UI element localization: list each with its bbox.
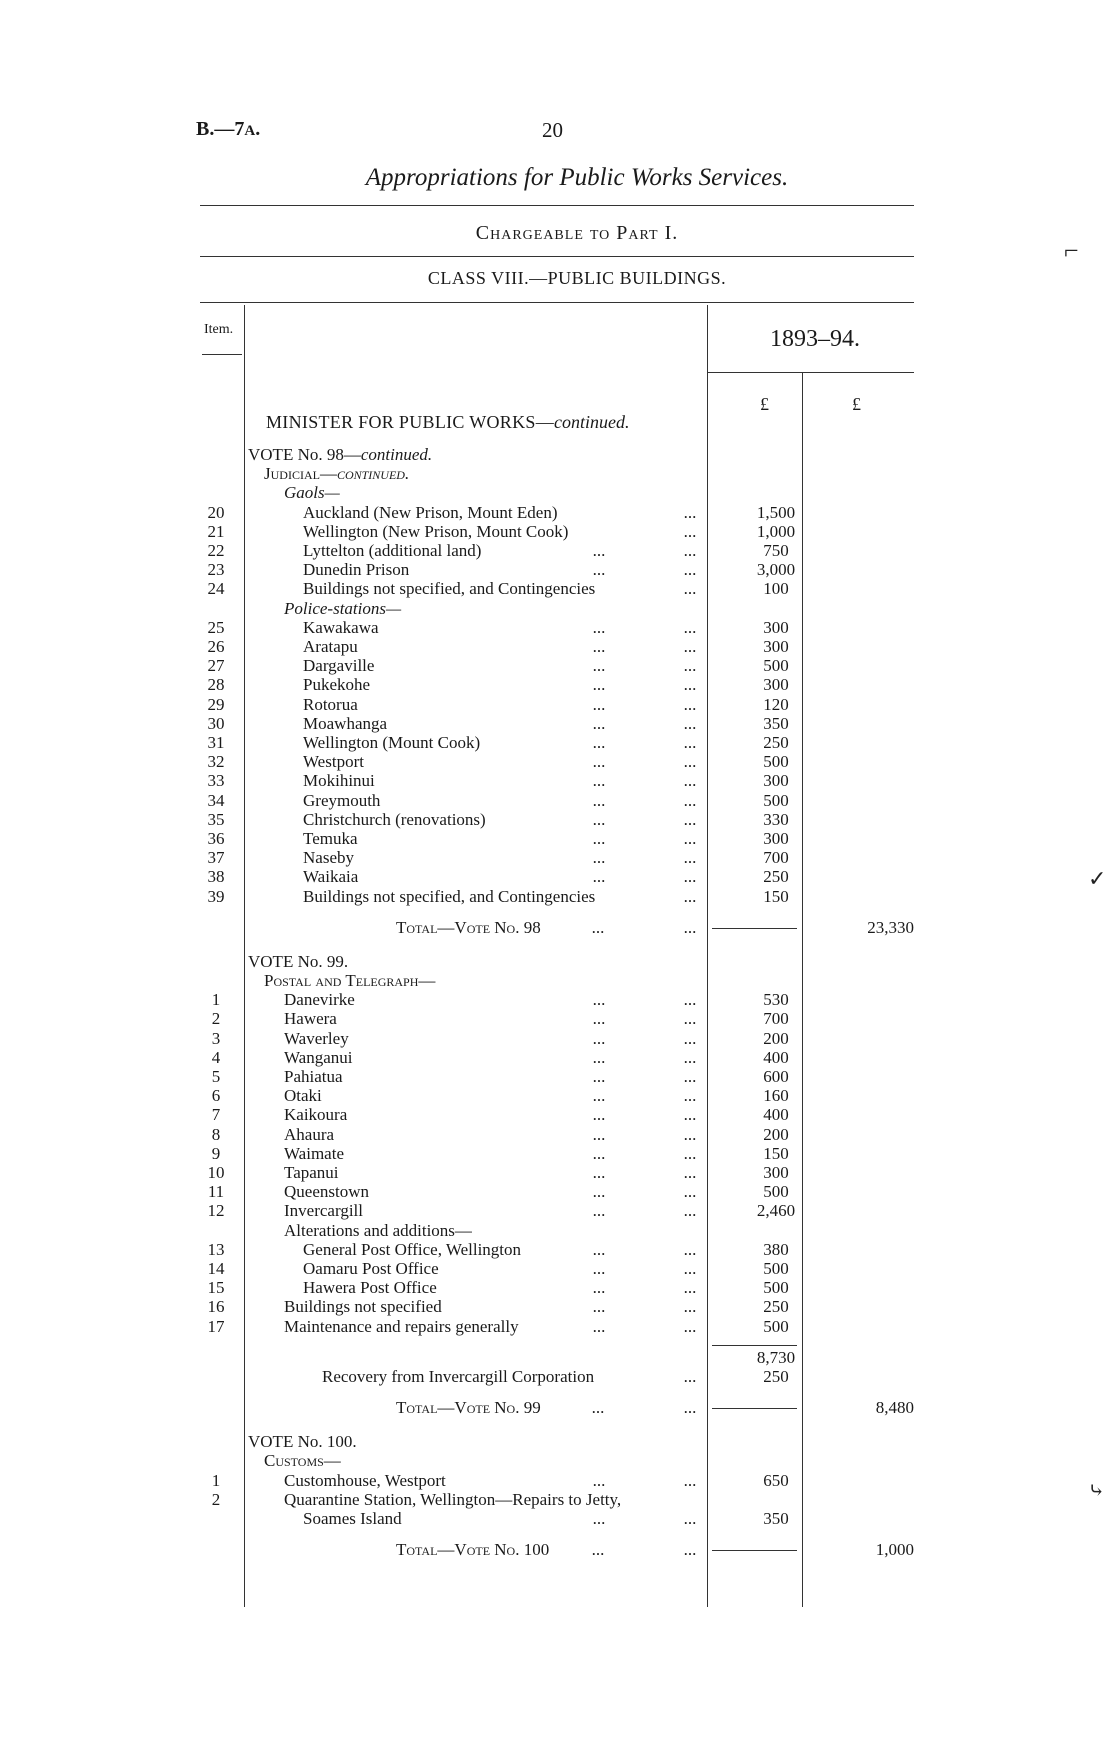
item-amount: 700 xyxy=(763,848,789,868)
page-number: 20 xyxy=(542,118,563,142)
item-number: 29 xyxy=(207,694,225,714)
leader-dots: ... xyxy=(683,1182,697,1202)
leader-dots: ... xyxy=(683,541,697,560)
table-row xyxy=(0,1221,1114,1240)
item-amount: 300 xyxy=(763,1163,789,1182)
currency-header-items: £ xyxy=(760,394,769,414)
leader-dots: ... xyxy=(683,1028,697,1048)
table-row xyxy=(0,1182,1114,1201)
item-description: Ahaura xyxy=(284,1124,335,1144)
item-amount: 250 xyxy=(763,733,789,752)
item-description: Invercargill xyxy=(284,1201,363,1221)
margin-check-mark: ✓ xyxy=(1088,866,1107,891)
leader-dots: ... xyxy=(592,1316,606,1336)
table-row xyxy=(0,1490,1114,1509)
item-description: Quarantine Station, Wellington—Repairs to Jetty, xyxy=(284,1489,622,1509)
item-amount: 530 xyxy=(763,990,789,1010)
item-amount: 150 xyxy=(763,886,789,906)
item-description: Customs— xyxy=(264,1451,341,1471)
table-row xyxy=(0,1297,1114,1316)
leader-dots: ... xyxy=(683,752,697,772)
item-number: 6 xyxy=(211,1086,221,1106)
leader-dots: ... xyxy=(683,617,697,637)
item-amount: 300 xyxy=(763,771,789,791)
item-description: VOTE No. 100. xyxy=(248,1432,357,1452)
chargeable-rule xyxy=(200,256,914,257)
table-row xyxy=(0,656,1114,675)
leader-dots: ... xyxy=(592,656,606,676)
table-row xyxy=(0,971,1114,990)
vote-heading-row xyxy=(0,952,1114,971)
class-rule xyxy=(200,302,914,303)
leader-dots: ... xyxy=(683,1316,697,1336)
leader-dots: ... xyxy=(683,1105,697,1125)
table-row xyxy=(0,791,1114,810)
currency-header-totals: £ xyxy=(852,394,861,414)
item-number: 2 xyxy=(211,1489,221,1509)
item-number: 3 xyxy=(211,1028,221,1048)
item-number: 27 xyxy=(207,656,225,676)
vote-total-amount: 8,480 xyxy=(875,1398,914,1418)
leader-dots: ... xyxy=(683,790,697,810)
table-row xyxy=(0,522,1114,541)
table-row xyxy=(0,1105,1114,1124)
table-row xyxy=(0,599,1114,618)
item-description: Police-stations— xyxy=(284,598,402,618)
item-description: Total—Vote No. 100 xyxy=(396,1540,550,1560)
vote-total-amount: 1,000 xyxy=(875,1540,914,1560)
item-amount: 200 xyxy=(763,1124,789,1144)
year-column-header: 1893–94. xyxy=(770,326,860,352)
item-amount: 500 xyxy=(763,1259,789,1278)
item-description: Pahiatua xyxy=(284,1067,343,1086)
leader-dots: ... xyxy=(683,1367,697,1386)
table-row xyxy=(0,1048,1114,1067)
item-column-header: Item. xyxy=(204,322,234,337)
item-amount: 500 xyxy=(763,1278,789,1298)
item-description: Waikaia xyxy=(303,867,359,887)
item-heading-rule xyxy=(202,354,242,355)
item-number: 34 xyxy=(207,790,225,810)
item-amount: 380 xyxy=(763,1239,789,1259)
item-number: 12 xyxy=(207,1201,225,1221)
leader-dots: ... xyxy=(592,1201,606,1221)
table-row xyxy=(0,695,1114,714)
leader-dots: ... xyxy=(591,1398,605,1418)
item-number: 22 xyxy=(207,541,225,560)
table-row xyxy=(0,1144,1114,1163)
table-row xyxy=(0,848,1114,867)
item-description: Lyttelton (additional land) xyxy=(303,541,482,560)
leader-dots: ... xyxy=(683,1398,697,1418)
item-description: Gaols— xyxy=(284,483,340,503)
item-description: Pukekohe xyxy=(303,675,371,695)
item-number: 20 xyxy=(207,502,225,522)
margin-mark-arrow: ⤷ xyxy=(1088,1480,1105,1502)
item-number: 1 xyxy=(211,1470,221,1490)
item-number: 14 xyxy=(207,1259,225,1278)
item-number: 31 xyxy=(207,733,225,752)
table-row xyxy=(0,464,1114,483)
item-number: 15 xyxy=(207,1278,225,1298)
leader-dots: ... xyxy=(683,1124,697,1144)
leader-dots: ... xyxy=(683,1201,697,1221)
leader-dots: ... xyxy=(592,560,606,580)
leader-dots: ... xyxy=(683,1143,697,1163)
leader-dots: ... xyxy=(683,809,697,829)
table-row xyxy=(0,618,1114,637)
item-description: Aratapu xyxy=(303,637,358,656)
item-amount: 500 xyxy=(763,752,789,772)
table-row xyxy=(0,579,1114,598)
leader-dots: ... xyxy=(683,733,697,752)
leader-dots: ... xyxy=(592,1124,606,1144)
item-amount: 500 xyxy=(763,1182,789,1202)
item-amount: 250 xyxy=(763,1297,789,1317)
leader-dots: ... xyxy=(683,521,697,541)
item-amount: 120 xyxy=(763,694,789,714)
leader-dots: ... xyxy=(591,917,605,937)
item-description: Auckland (New Prison, Mount Eden) xyxy=(303,502,558,522)
table-row xyxy=(0,1348,1114,1367)
leader-dots: ... xyxy=(592,694,606,714)
leader-dots: ... xyxy=(592,1239,606,1259)
item-number: 21 xyxy=(207,521,225,541)
leader-dots: ... xyxy=(592,867,606,887)
item-amount: 160 xyxy=(763,1086,789,1106)
item-amount: 100 xyxy=(763,579,789,599)
leader-dots: ... xyxy=(683,1259,697,1278)
item-number: 38 xyxy=(207,867,225,887)
leader-dots: ... xyxy=(591,1540,605,1560)
item-description: Buildings not specified, and Contingencies xyxy=(303,579,596,599)
item-number: 5 xyxy=(211,1067,221,1086)
item-amount: 400 xyxy=(763,1047,789,1067)
table-row xyxy=(0,1240,1114,1259)
leader-dots: ... xyxy=(683,1163,697,1182)
item-number: 23 xyxy=(207,560,225,580)
item-description: Danevirke xyxy=(284,990,355,1010)
leader-dots: ... xyxy=(592,541,606,560)
item-description: VOTE No. 98—continued. xyxy=(248,445,433,464)
vote-heading-row xyxy=(0,1432,1114,1451)
item-number: 35 xyxy=(207,809,225,829)
page-title: Appropriations for Public Works Services. xyxy=(365,164,789,191)
leader-dots: ... xyxy=(683,656,697,676)
item-amount: 300 xyxy=(763,637,789,656)
chargeable-heading: Chargeable to Part I. xyxy=(475,222,679,244)
item-number: 24 xyxy=(207,579,225,599)
table-row xyxy=(0,1163,1114,1182)
leader-dots: ... xyxy=(683,1540,697,1560)
class-heading: CLASS VIII.—PUBLIC BUILDINGS. xyxy=(427,268,727,288)
total-rule xyxy=(712,928,797,929)
item-amount: 500 xyxy=(763,656,789,676)
table-row xyxy=(0,990,1114,1009)
item-description: Naseby xyxy=(303,848,354,868)
item-description: Dunedin Prison xyxy=(303,560,410,580)
item-description: Maintenance and repairs generally xyxy=(284,1316,519,1336)
leader-dots: ... xyxy=(683,1278,697,1298)
table-row xyxy=(0,1509,1114,1528)
vote-total-row xyxy=(0,1540,1114,1559)
table-row xyxy=(0,1201,1114,1220)
leader-dots: ... xyxy=(683,886,697,906)
leader-dots: ... xyxy=(592,1297,606,1317)
item-description: Queenstown xyxy=(284,1182,369,1202)
leader-dots: ... xyxy=(683,694,697,714)
item-description: Temuka xyxy=(303,829,358,848)
margin-mark: ⌐ xyxy=(1064,236,1079,265)
table-row xyxy=(0,733,1114,752)
leader-dots: ... xyxy=(592,675,606,695)
item-description: Customhouse, Westport xyxy=(284,1470,446,1490)
item-number: 4 xyxy=(211,1047,221,1067)
item-number: 9 xyxy=(211,1143,221,1163)
leader-dots: ... xyxy=(592,617,606,637)
item-number: 10 xyxy=(207,1163,225,1182)
leader-dots: ... xyxy=(592,1470,606,1490)
table-row xyxy=(0,771,1114,790)
item-description: Total—Vote No. 99 xyxy=(396,1398,541,1418)
item-amount: 400 xyxy=(763,1105,789,1125)
item-description: Recovery from Invercargill Corporation xyxy=(322,1367,595,1386)
subtotal-rule xyxy=(712,1345,797,1346)
item-number: 36 xyxy=(207,829,225,848)
table-row xyxy=(0,483,1114,502)
year-heading-rule xyxy=(707,372,914,373)
leader-dots: ... xyxy=(592,1067,606,1086)
vote-total-amount: 23,330 xyxy=(867,917,914,937)
leader-dots: ... xyxy=(592,1278,606,1298)
leader-dots: ... xyxy=(683,917,697,937)
table-row xyxy=(0,637,1114,656)
total-rule xyxy=(712,1550,797,1551)
item-description: Soames Island xyxy=(303,1509,402,1528)
leader-dots: ... xyxy=(592,771,606,791)
item-number: 8 xyxy=(211,1124,221,1144)
leader-dots: ... xyxy=(683,1297,697,1317)
item-description: Buildings not specified xyxy=(284,1297,442,1317)
item-number: 37 xyxy=(207,848,225,868)
leader-dots: ... xyxy=(683,560,697,580)
leader-dots: ... xyxy=(592,1047,606,1067)
vote-total-row xyxy=(0,918,1114,937)
item-number: 28 xyxy=(207,675,225,695)
table-row xyxy=(0,1451,1114,1470)
item-description: Moawhanga xyxy=(303,713,388,733)
leader-dots: ... xyxy=(592,637,606,656)
item-amount: 330 xyxy=(763,809,789,829)
item-number: 32 xyxy=(207,752,225,772)
leader-dots: ... xyxy=(592,713,606,733)
item-number: 26 xyxy=(207,637,225,656)
leader-dots: ... xyxy=(592,1163,606,1182)
item-number: 11 xyxy=(207,1182,225,1202)
item-description: Waimate xyxy=(284,1143,344,1163)
title-rule xyxy=(200,205,914,206)
item-description: Rotorua xyxy=(303,694,358,714)
table-row xyxy=(0,541,1114,560)
leader-dots: ... xyxy=(592,1028,606,1048)
leader-dots: ... xyxy=(683,579,697,599)
item-amount: 500 xyxy=(763,790,789,810)
leader-dots: ... xyxy=(683,990,697,1010)
table-row xyxy=(0,560,1114,579)
leader-dots: ... xyxy=(683,848,697,868)
table-row xyxy=(0,714,1114,733)
item-amount: 1,000 xyxy=(756,521,796,541)
table-row xyxy=(0,867,1114,886)
item-number: 17 xyxy=(207,1316,225,1336)
leader-dots: ... xyxy=(683,1086,697,1106)
item-amount: 2,460 xyxy=(756,1201,796,1221)
leader-dots: ... xyxy=(683,675,697,695)
table-row xyxy=(0,675,1114,694)
item-number: 30 xyxy=(207,713,225,733)
vote-heading-row xyxy=(0,445,1114,464)
table-row xyxy=(0,1317,1114,1336)
item-number: 13 xyxy=(207,1239,225,1259)
item-description: Wanganui xyxy=(284,1047,353,1067)
item-description: Wellington (New Prison, Mount Cook) xyxy=(303,521,569,541)
table-row xyxy=(0,1471,1114,1490)
item-description: Buildings not specified, and Contingencies xyxy=(303,886,596,906)
table-row xyxy=(0,1086,1114,1105)
table-row xyxy=(0,1125,1114,1144)
item-amount: 700 xyxy=(763,1009,789,1029)
item-description: VOTE No. 99. xyxy=(248,951,349,971)
item-description: Otaki xyxy=(284,1086,322,1106)
item-amount: 300 xyxy=(763,675,789,695)
item-amount: 300 xyxy=(763,829,789,848)
leader-dots: ... xyxy=(592,990,606,1010)
leader-dots: ... xyxy=(683,1239,697,1259)
leader-dots: ... xyxy=(683,829,697,848)
leader-dots: ... xyxy=(592,1182,606,1202)
item-number: 39 xyxy=(207,886,225,906)
leader-dots: ... xyxy=(592,848,606,868)
item-amount: 3,000 xyxy=(756,560,796,580)
leader-dots: ... xyxy=(683,1470,697,1490)
item-description: Oamaru Post Office xyxy=(303,1259,439,1278)
item-number: 1 xyxy=(211,990,221,1010)
leader-dots: ... xyxy=(683,867,697,887)
table-row xyxy=(0,1278,1114,1297)
item-amount: 1,500 xyxy=(756,502,796,522)
leader-dots: ... xyxy=(592,733,606,752)
item-description: Waverley xyxy=(284,1028,349,1048)
leader-dots: ... xyxy=(683,1509,697,1528)
total-rule xyxy=(712,1408,797,1409)
item-amount: 650 xyxy=(763,1470,789,1490)
leader-dots: ... xyxy=(592,1086,606,1106)
table-row xyxy=(0,503,1114,522)
item-amount: 350 xyxy=(763,1509,789,1528)
item-description: Kawakawa xyxy=(303,617,379,637)
item-amount: 750 xyxy=(763,541,789,560)
leader-dots: ... xyxy=(683,1067,697,1086)
leader-dots: ... xyxy=(683,713,697,733)
item-number: 7 xyxy=(211,1105,221,1125)
leader-dots: ... xyxy=(683,1009,697,1029)
item-description: Westport xyxy=(303,752,364,772)
table-row xyxy=(0,1259,1114,1278)
item-description: Wellington (Mount Cook) xyxy=(303,733,481,752)
item-amount: 600 xyxy=(763,1067,789,1086)
leader-dots: ... xyxy=(592,1009,606,1029)
table-row xyxy=(0,1067,1114,1086)
document-code: B.—7A. xyxy=(196,118,261,140)
item-amount: 250 xyxy=(763,867,789,887)
item-description: Hawera Post Office xyxy=(303,1278,437,1298)
item-description: Dargaville xyxy=(303,656,375,676)
item-description: Tapanui xyxy=(284,1163,339,1182)
leader-dots: ... xyxy=(592,790,606,810)
table-row xyxy=(0,1009,1114,1028)
item-description: Christchurch (renovations) xyxy=(303,809,486,829)
table-row xyxy=(0,810,1114,829)
table-row xyxy=(0,887,1114,906)
leader-dots: ... xyxy=(592,809,606,829)
leader-dots: ... xyxy=(683,502,697,522)
leader-dots: ... xyxy=(683,1047,697,1067)
item-description: Mokihinui xyxy=(303,771,375,791)
item-amount: 150 xyxy=(763,1143,789,1163)
item-amount: 250 xyxy=(763,1367,789,1386)
item-description: Alterations and additions— xyxy=(284,1220,472,1240)
item-description: Kaikoura xyxy=(284,1105,348,1125)
item-description: Greymouth xyxy=(303,790,381,810)
table-row xyxy=(0,1367,1114,1386)
item-description: Total—Vote No. 98 xyxy=(396,917,541,937)
table-row xyxy=(0,829,1114,848)
leader-dots: ... xyxy=(683,771,697,791)
leader-dots: ... xyxy=(683,637,697,656)
item-description: General Post Office, Wellington xyxy=(303,1239,522,1259)
item-amount: 350 xyxy=(763,713,789,733)
item-amount: 300 xyxy=(763,617,789,637)
item-number: 16 xyxy=(207,1297,225,1317)
item-amount: 200 xyxy=(763,1028,789,1048)
leader-dots: ... xyxy=(592,752,606,772)
section-heading: MINISTER FOR PUBLIC WORKS—continued. xyxy=(266,412,630,432)
table-row xyxy=(0,752,1114,771)
leader-dots: ... xyxy=(592,1105,606,1125)
vote-total-row xyxy=(0,1398,1114,1417)
leader-dots: ... xyxy=(592,1259,606,1278)
table-row xyxy=(0,1029,1114,1048)
item-number: 33 xyxy=(207,771,225,791)
item-description: Hawera xyxy=(284,1009,337,1029)
item-number: 25 xyxy=(207,617,225,637)
item-amount: 8,730 xyxy=(756,1347,796,1367)
item-description: Judicial—continued. xyxy=(264,464,410,484)
item-amount: 500 xyxy=(763,1316,789,1336)
item-description: Postal and Telegraph— xyxy=(264,971,436,990)
item-number: 2 xyxy=(211,1009,221,1029)
leader-dots: ... xyxy=(592,1143,606,1163)
leader-dots: ... xyxy=(592,829,606,848)
leader-dots: ... xyxy=(592,1509,606,1528)
